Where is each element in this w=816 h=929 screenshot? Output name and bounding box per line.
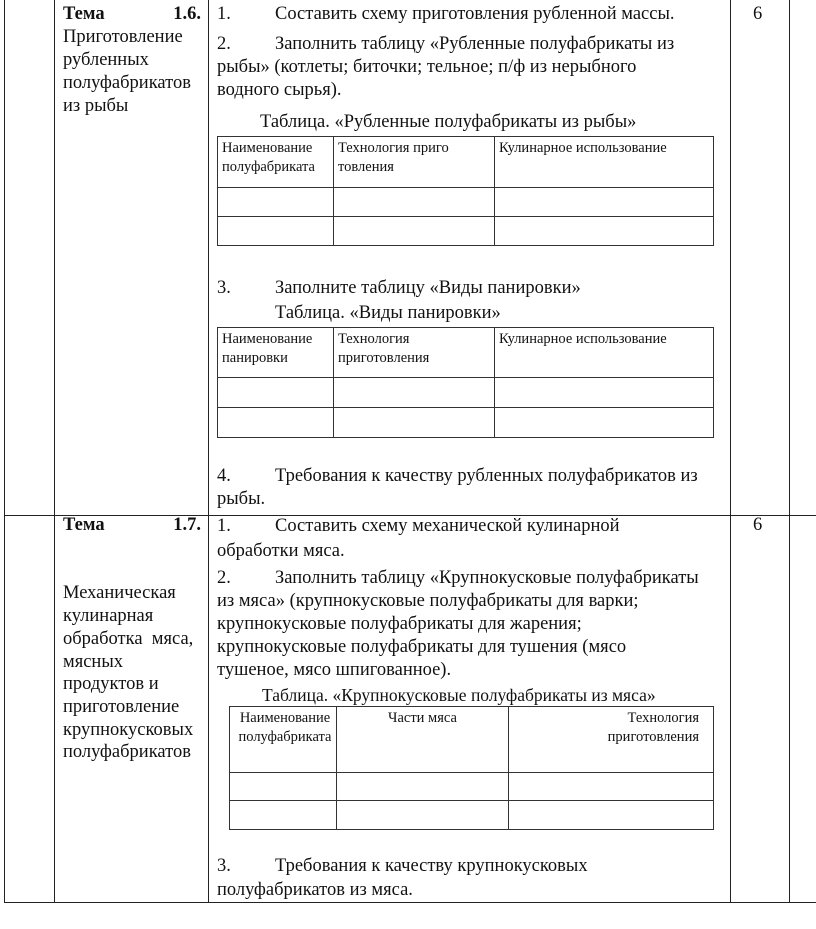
task-item: 3. Требования к качеству крупнокусковых полуфабрикатов из мяса. <box>217 856 588 900</box>
table-cell <box>334 188 495 217</box>
topic-name: Механическая кулинарная обработка мяса, мясных продуктов и приготовление крупнокусковых полуфабрикатов <box>63 583 194 763</box>
table-cell <box>230 773 337 801</box>
grid-line <box>54 0 55 903</box>
table-cell <box>495 217 714 246</box>
topic-heading: Тема 1.6. <box>63 4 201 24</box>
table-caption: Таблица. «Крупнокусковые полуфабрикаты из мяса» <box>262 685 656 705</box>
hours-value: 6 <box>753 515 763 535</box>
table-cell <box>495 188 714 217</box>
table-cell <box>337 801 509 830</box>
table-caption: Таблица. «Виды панировки» <box>275 303 501 323</box>
task-item: 1. Составить схему приготовления рубленной массы. <box>217 4 675 24</box>
grid-line <box>208 0 209 903</box>
table-cell <box>218 408 334 438</box>
task-item: 2. Заполнить таблицу «Рубленные полуфабрикаты из рыбы» (котлеты; биточки; тельное; п/ф из нерыбного водного сырья). <box>217 34 675 100</box>
table-cell <box>218 188 334 217</box>
topic-name: Приготовление рубленных полуфабрикатов из рыбы <box>63 27 191 116</box>
table-header: Кулинарное использование <box>495 137 714 188</box>
table-header: Технология приго товления <box>334 137 495 188</box>
table-cell <box>334 378 495 408</box>
task-item: 3. Заполните таблицу «Виды панировки» <box>217 278 581 298</box>
table-cell <box>334 408 495 438</box>
table-header: Кулинарное использование <box>495 328 714 378</box>
grid-line <box>4 902 816 903</box>
grid-line <box>730 0 731 903</box>
grid-line <box>789 0 790 903</box>
table-cell <box>495 378 714 408</box>
table-header: Технология приготовления <box>509 707 714 773</box>
table-cell <box>509 773 714 801</box>
table-cell <box>495 408 714 438</box>
table-header: Технология приготовления <box>334 328 495 378</box>
table-caption: Таблица. «Рубленные полуфабрикаты из рыбы» <box>260 112 637 132</box>
breading-table <box>217 327 714 438</box>
table-header: Наименование панировки <box>218 328 334 378</box>
table-cell <box>509 801 714 830</box>
table-cell <box>337 773 509 801</box>
table-cell <box>334 217 495 246</box>
task-item: 2. Заполнить таблицу «Крупнокусковые полуфабрикаты из мяса» (крупнокусковые полуфабрикаты для варки; крупнокусковые полуфабрикаты для жарения; крупнокусковые полуфабрикаты для тушения (мясо тушеное, мясо шпигованное). <box>217 568 699 680</box>
fish-cutlet-table <box>217 136 714 246</box>
topic-heading: Тема 1.7. <box>63 515 201 535</box>
table-header: Наименование полуфабриката <box>230 707 337 773</box>
table-cell <box>218 378 334 408</box>
task-item: 4. Требования к качеству рубленных полуфабрикатов из рыбы. <box>217 466 698 509</box>
table-header: Части мяса <box>337 707 509 773</box>
table-header: Наименование полуфабриката <box>218 137 334 188</box>
table-cell <box>230 801 337 830</box>
hours-value: 6 <box>753 4 763 24</box>
meat-cuts-table <box>229 706 714 830</box>
table-cell <box>218 217 334 246</box>
grid-line <box>4 0 5 903</box>
task-item: 1. Составить схему механической кулинарной обработки мяса. <box>217 516 620 561</box>
